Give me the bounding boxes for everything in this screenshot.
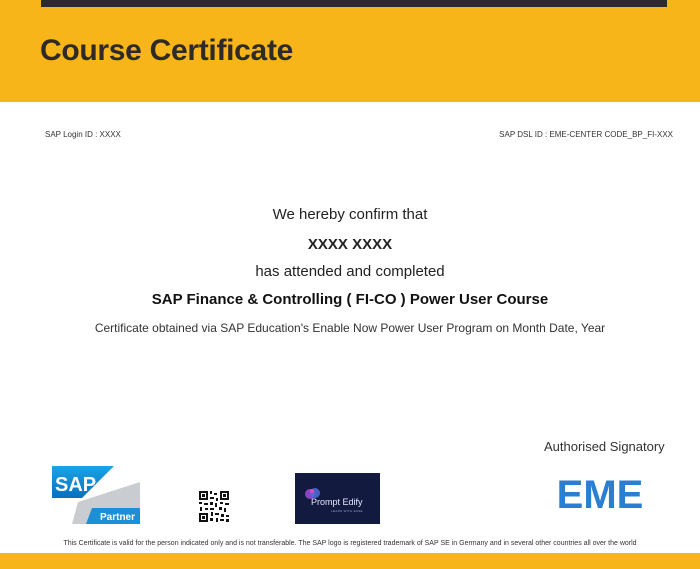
prompt-edify-tagline: LEARN WITH EASE — [331, 509, 363, 513]
authorised-signatory-label: Authorised Signatory — [544, 439, 665, 454]
prompt-edify-name: Prompt Edify — [311, 497, 363, 507]
sap-logo-text: SAP — [55, 474, 97, 496]
recipient-name: XXXX XXXX — [307, 236, 393, 253]
prompt-edify-logo — [295, 473, 380, 524]
sap-dsl-id: SAP DSL ID : EME-CENTER CODE_BP_FI-XXX — [499, 130, 673, 139]
attended-text: has attended and completed — [255, 263, 445, 280]
header-band — [0, 0, 700, 102]
eme-logo-text: EME — [556, 473, 644, 517]
course-name: SAP Finance & Controlling ( FI-CO ) Power User Course — [151, 291, 549, 308]
confirm-text: We hereby confirm that — [272, 206, 428, 223]
footer-band — [0, 553, 700, 569]
qr-code — [198, 490, 230, 523]
eme-logo — [556, 473, 644, 517]
sap-partner-logo — [52, 464, 140, 526]
disclaimer-text: This Certificate is valid for the person indicated only and is not transferable. The SAP logo is registered trademark of SAP SE in Germany and in several other countries all over the world — [63, 540, 637, 547]
sap-partner-text: Partner — [100, 512, 136, 523]
sap-login-id: SAP Login ID : XXXX — [45, 130, 121, 139]
obtained-text: Certificate obtained via SAP Education's Enable Now Power User Program on Month Date, Year — [94, 321, 606, 335]
header-top-bar — [41, 0, 667, 7]
certificate-title: Course Certificate — [40, 34, 294, 67]
